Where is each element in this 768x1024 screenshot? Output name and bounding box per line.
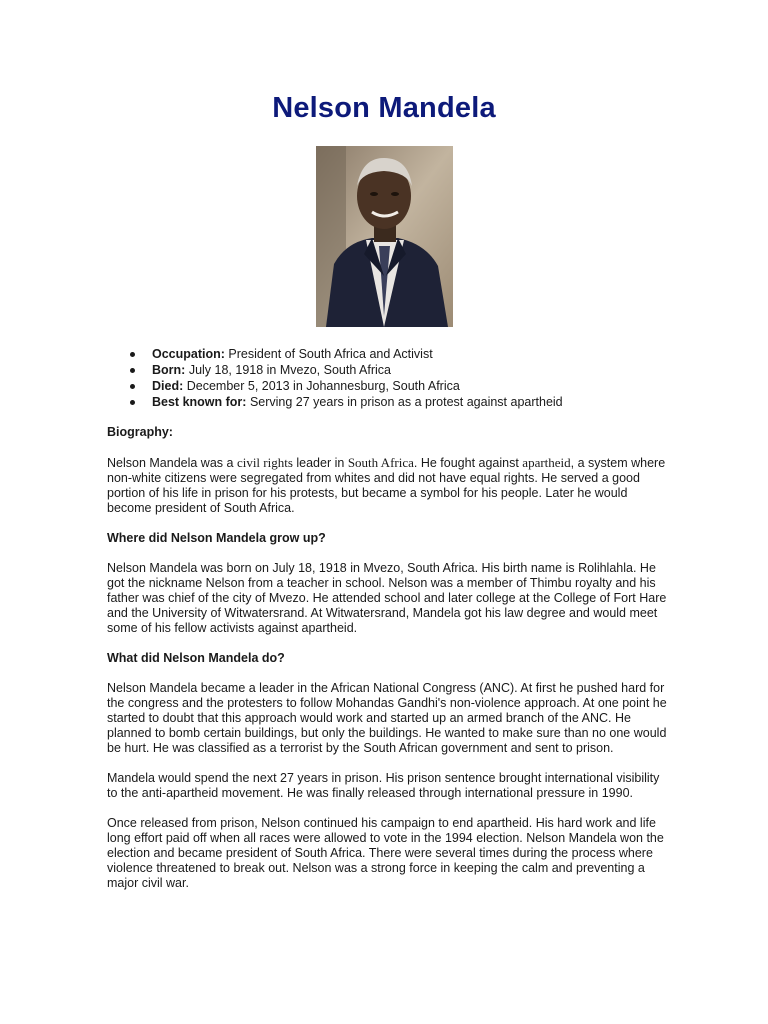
text-run: Nelson Mandela was a [107,456,237,470]
fact-value: July 18, 1918 in Mvezo, South Africa [188,363,392,377]
fact-born [107,362,563,378]
fact-occupation [107,346,563,362]
text-run: . He fought against [413,456,523,470]
what-did-heading: What did Nelson Mandela do? [107,651,285,665]
fact-died [107,378,563,394]
page-title: Nelson Mandela [272,92,496,124]
biography-paragraph [107,455,667,516]
south-africa-link[interactable]: South Africa [347,455,414,470]
facts-list [107,346,563,410]
text-run: , a system where non-white citizens were segregated from whites and did not have equal rights. He served a good portion of his life in prison for his protests, but became a symbol for his people. Later he would become president of South Africa. [107,456,666,515]
fact-label: Occupation: [152,347,225,361]
article-body [107,425,667,906]
fact-label: Best known for: [152,395,247,409]
biography-heading: Biography: [107,425,173,439]
fact-label: Died: [152,379,184,393]
grow-up-heading: Where did Nelson Mandela grow up? [107,531,326,545]
portrait-icon [316,146,453,327]
text-run: leader in [292,456,348,470]
fact-label: Born: [152,363,186,377]
apartheid-link[interactable]: apartheid [522,455,571,470]
fact-value: December 5, 2013 in Johannesburg, South Africa [186,379,460,393]
civil-rights-link[interactable]: civil rights [236,455,293,470]
portrait-photo [316,146,453,327]
what-did-paragraph-2: Mandela would spend the next 27 years in prison. His prison sentence brought international visibility to the anti-apartheid movement. He was finally released through international pressure in 1990. [107,771,660,800]
grow-up-paragraph: Nelson Mandela was born on July 18, 1918 in Mvezo, South Africa. His birth name is Rolihlahla. He got the nickname Nelson from a teacher in school. Nelson was a member of Thimbu royalty and his father was chief of the city of Mvezo. He attended school and later college at the College of Fort Hare and the University of Witwatersrand. At Witwatersrand, Mandela got his law degree and would meet some of his fellow activists against apartheid. [107,561,667,635]
fact-value: Serving 27 years in prison as a protest against apartheid [249,395,563,409]
fact-value: President of South Africa and Activist [228,347,433,361]
what-did-paragraph-3: Once released from prison, Nelson continued his campaign to end apartheid. His hard work and life long effort paid off when all races were allowed to vote in the 1994 election. Nelson Mandela won the election and became president of South Africa. There were several times during the process where violence threatened to break out. Nelson was a strong force in keeping the calm and preventing a major civil war. [107,816,664,890]
fact-best-known-for [107,394,563,410]
what-did-paragraph-1: Nelson Mandela became a leader in the African National Congress (ANC). At first he pushed hard for the congress and the protesters to follow Mohandas Gandhi's non-violence approach. At one point he started to doubt that this approach would work and started up an armed branch of the ANC. He planned to bomb certain buildings, but only the buildings. He wanted to make sure than no one would be hurt. He was classified as a terrorist by the South African government and sent to prison. [107,681,667,755]
